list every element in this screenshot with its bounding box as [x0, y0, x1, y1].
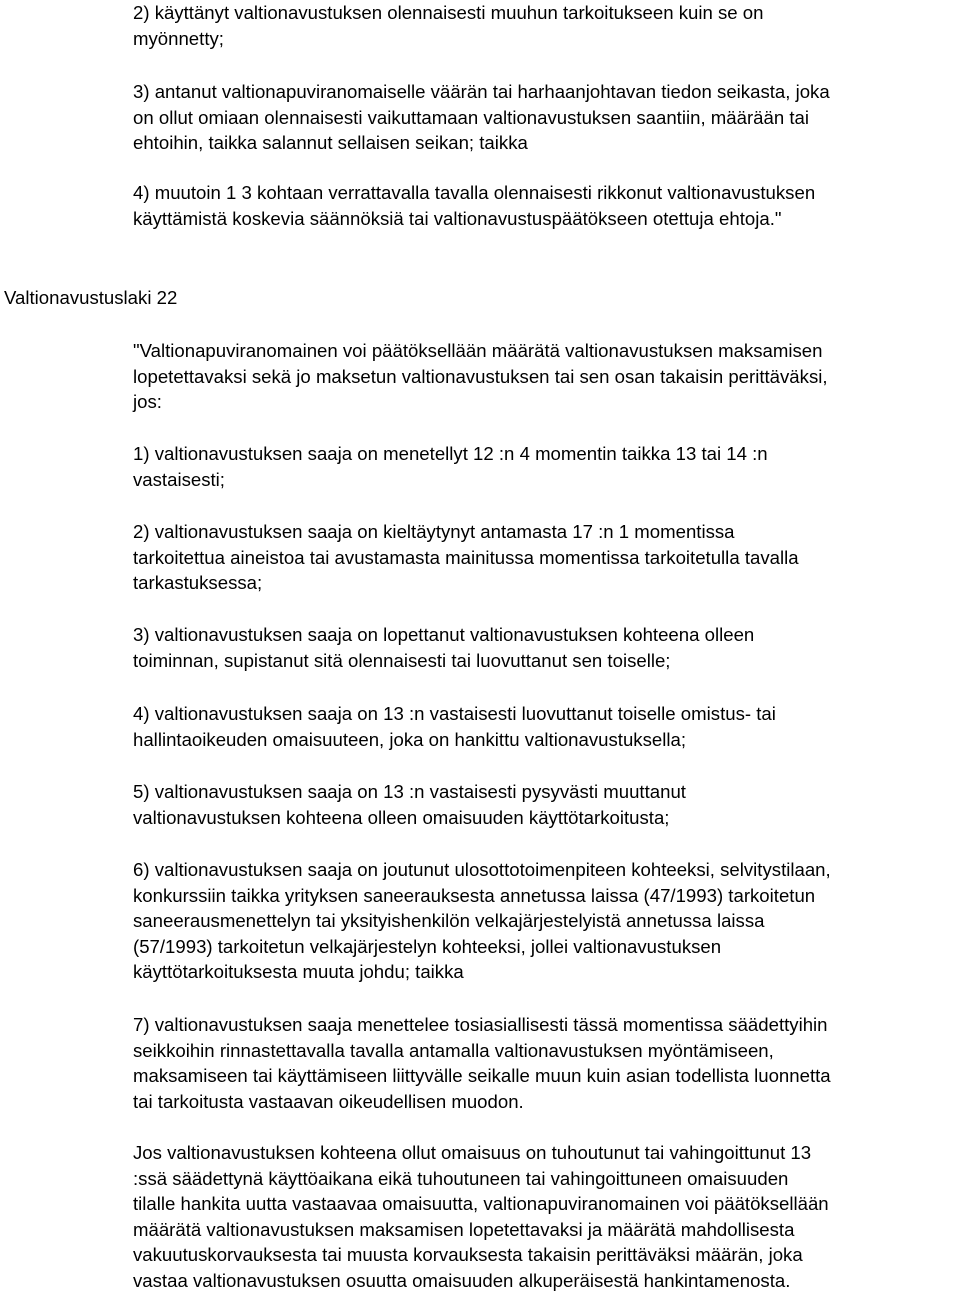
text-line: lopetettavaksi sekä jo maksetun valtionavustuksen tai sen osan takaisin perittäväksi,: [133, 365, 828, 387]
paragraph-item-7: [133, 1012, 955, 1114]
text-line: 3) antanut valtionapuviranomaiselle väärän tai harhaanjohtavan tiedon seikasta, joka: [133, 81, 830, 102]
text-line: saneerausmenettelyn tai yksityishenkilön velkajärjestelyistä annetussa laissa: [133, 910, 765, 932]
text-line: käyttötarkoituksesta muuta johdu; taikka: [133, 961, 464, 983]
text-line: tarkoitettua aineistoa tai avustamasta mainitussa momentissa tarkoitetulla tavalla: [133, 546, 799, 568]
text-line: määrätä valtionavustuksen maksamisen lopetettavaksi ja määrätä mahdollisesta: [133, 1218, 795, 1240]
text-line: 3) valtionavustuksen saaja on lopettanut valtionavustuksen kohteena olleen: [133, 624, 755, 645]
paragraph-item-1: [133, 441, 955, 492]
text-line: myönnetty;: [133, 27, 224, 49]
text-line: tarkastuksessa;: [133, 572, 263, 594]
text-line: 6) valtionavustuksen saaja on joutunut ulosottotoimenpiteen kohteeksi, selvitystilaan,: [133, 859, 831, 880]
text-line: konkurssiin taikka yrityksen saneerauksesta annetussa laissa (47/1993) tarkoitetun: [133, 884, 816, 906]
paragraph-item-3-prev: [133, 79, 955, 156]
paragraph-item-3: [133, 622, 955, 673]
text-line: vastaisesti;: [133, 468, 225, 490]
text-line: tilalle hankita uutta vastaavaa omaisuutta, valtionapuviranomainen voi päätöksellään: [133, 1193, 829, 1215]
text-line: 2) valtionavustuksen saaja on kieltäytynyt antamasta 17 :n 1 momentissa: [133, 521, 735, 542]
text-line: ehtoihin, taikka salannut sellaisen seikan; taikka: [133, 132, 528, 154]
text-line: :ssä säädettynä käyttöaikana eikä tuhoutuneen tai vahingoittuneen omaisuuden: [133, 1167, 789, 1189]
paragraph-final: [133, 1140, 955, 1294]
paragraph-item-4: [133, 701, 955, 752]
text-line: (57/1993) tarkoitetun velkajärjestelyn kohteeksi, jollei valtionavustuksen: [133, 935, 722, 957]
text-line: käyttämistä koskevia säännöksiä tai valtionavustuspäätökseen otettuja ehtoja.": [133, 207, 782, 229]
text-line: valtionavustuksen kohteena olleen omaisuuden käyttötarkoitusta;: [133, 806, 670, 828]
section-heading: [4, 285, 826, 311]
paragraph-item-4-prev: [133, 180, 955, 231]
paragraph-item-2: [133, 519, 955, 596]
text-line: "Valtionapuviranomainen voi päätöksellään määrätä valtionavustuksen maksamisen: [133, 340, 823, 361]
text-line: maksamiseen tai käyttämiseen liittyvälle seikalle muun kuin asian todellista luonnetta: [133, 1065, 831, 1087]
text-line: 4) valtionavustuksen saaja on 13 :n vastaisesti luovuttanut toiselle omistus- tai: [133, 703, 776, 724]
text-line: 4) muutoin 1 3 kohtaan verrattavalla tavalla olennaisesti rikkonut valtionavustuksen: [133, 182, 816, 203]
text-line: toiminnan, supistanut sitä olennaisesti tai luovuttanut sen toiselle;: [133, 649, 671, 671]
heading-line: Valtionavustuslaki 22: [4, 287, 178, 308]
text-line: 2) käyttänyt valtionavustuksen olennaisesti muuhun tarkoitukseen kuin se on: [133, 2, 764, 23]
text-line: 1) valtionavustuksen saaja on menetellyt 12 :n 4 momentin taikka 13 tai 14 :n: [133, 443, 768, 464]
paragraph-item-6: [133, 857, 955, 985]
text-line: vastaa valtionavustuksen osuutta omaisuuden alkuperäisestä hankintamenosta.: [133, 1269, 791, 1291]
text-line: tai tarkoitusta vastaavan oikeudellisen muodon.: [133, 1090, 524, 1112]
paragraph-item-2-prev: [133, 0, 955, 51]
text-line: hallintaoikeuden omaisuuteen, joka on hankittu valtionavustuksella;: [133, 728, 687, 750]
text-line: on ollut omiaan olennaisesti vaikuttamaan valtionavustuksen saantiin, määrään tai: [133, 106, 809, 128]
text-line: 5) valtionavustuksen saaja on 13 :n vastaisesti pysyvästi muuttanut: [133, 781, 686, 802]
text-line: seikkoihin rinnastettavalla tavalla antamalla valtionavustuksen myöntämiseen,: [133, 1039, 774, 1061]
paragraph-item-5: [133, 779, 955, 830]
text-line: 7) valtionavustuksen saaja menettelee tosiasiallisesti tässä momentissa säädettyihin: [133, 1014, 828, 1035]
text-line: vakuutuskorvauksesta tai muusta korvauksesta takaisin perittäväksi määrän, joka: [133, 1244, 803, 1266]
text-line: jos:: [133, 391, 162, 413]
text-line: Jos valtionavustuksen kohteena ollut omaisuus on tuhoutunut tai vahingoittunut 13: [133, 1142, 812, 1163]
paragraph-intro: [133, 338, 955, 415]
